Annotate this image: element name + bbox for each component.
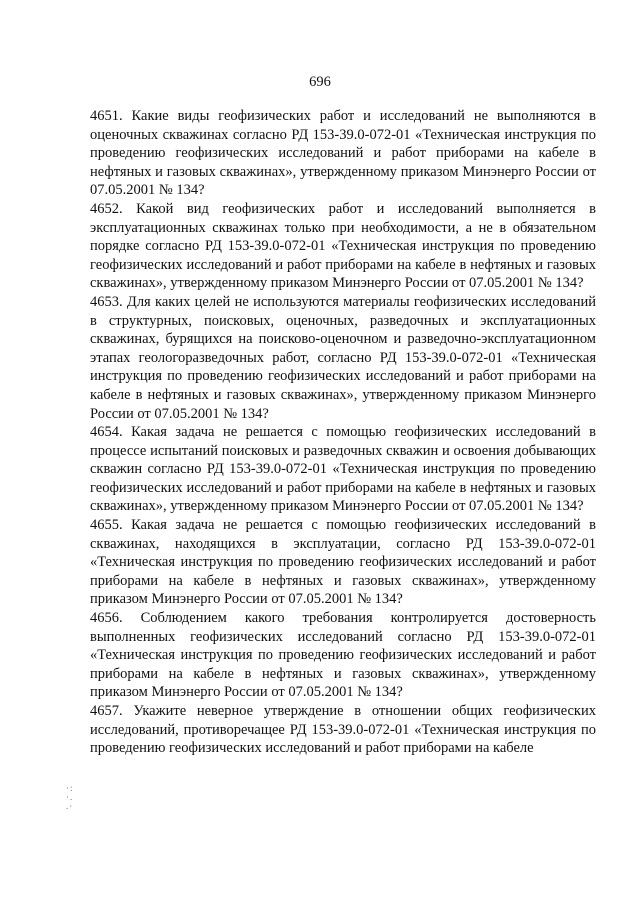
question-4655: 4655. Какая задача не решается с помощью геофизических исследований в скважинах, находящихся в эксплуатации, согласно РД 153-39.0-072-01 «Техническая инструкция по проведению геофизических исследований и работ приборами на кабеле в нефтяных и газовых скважинах», утвержденному приказом Минэнерго России от 07.05.2001 № 134? (90, 517, 596, 608)
question-4652: 4652. Какой вид геофизических работ и исследований выполняется в эксплуатационных скважинах только при необходимости, а не в обязательном порядке согласно РД 153-39.0-072-01 «Техническая инструкция по проведению геофизических исследований и работ приборами на кабеле в нефтяных и газовых скважинах», утвержденному приказом Минэнерго России от 07.05.2001 № 134? (90, 200, 596, 292)
question-4651: 4651. Какие виды геофизических работ и исследований не выполняются в оценочных скважинах согласно РД 153-39.0-072-01 «Техническая инструкция по проведению геофизических исследований и работ приборами на кабеле в нефтяных и газовых скважинах», утвержденному приказом Минэнерго России от 07.05.2001 № 134? (90, 108, 596, 199)
page-number: 696 (309, 74, 331, 90)
question-4654: 4654. Какая задача не решается с помощью геофизических исследований в процессе испытаний поисковых и разведочных скважин и освоения добывающих скважин согласно РД 153-39.0-072-01 «Техническая инструкция по проведению геофизических исследований и работ приборами на кабеле в нефтяных и газовых скважинах», утвержденному приказом Минэнерго России от 07.05.2001 № 134? (90, 424, 596, 515)
margin-scan-mark: ·: ·. .· (66, 783, 74, 811)
question-4653: 4653. Для каких целей не используются материалы геофизических исследований в структурных, поисковых, оценочных, разведочных и эксплуатационных скважинах, бурящихся на поисково-оценочном и разведочно-эксплуатационном этапах геологоразведочных работ, согласно РД 153-39.0-072-01 «Техническая инструкция по проведению геофизических исследований и работ приборами на кабеле в нефтяных и газовых скважинах», утвержденному приказом Минэнерго России от 07.05.2001 № 134? (90, 293, 596, 422)
question-4657: 4657. Укажите неверное утверждение в отношении общих геофизических исследований, противоречащее РД 153-39.0-072-01 «Техническая инструкция по проведению геофизических исследований и работ приборами на кабеле (90, 703, 596, 757)
question-4656: 4656. Соблюдением какого требования контролируется достоверность выполненных геофизических исследований согласно РД 153-39.0-072-01 «Техническая инструкция по проведению геофизических исследований и работ приборами на кабеле в нефтяных и газовых скважинах», утвержденному приказом Минэнерго России от 07.05.2001 № 134? (90, 610, 596, 701)
questions-list (90, 107, 596, 758)
